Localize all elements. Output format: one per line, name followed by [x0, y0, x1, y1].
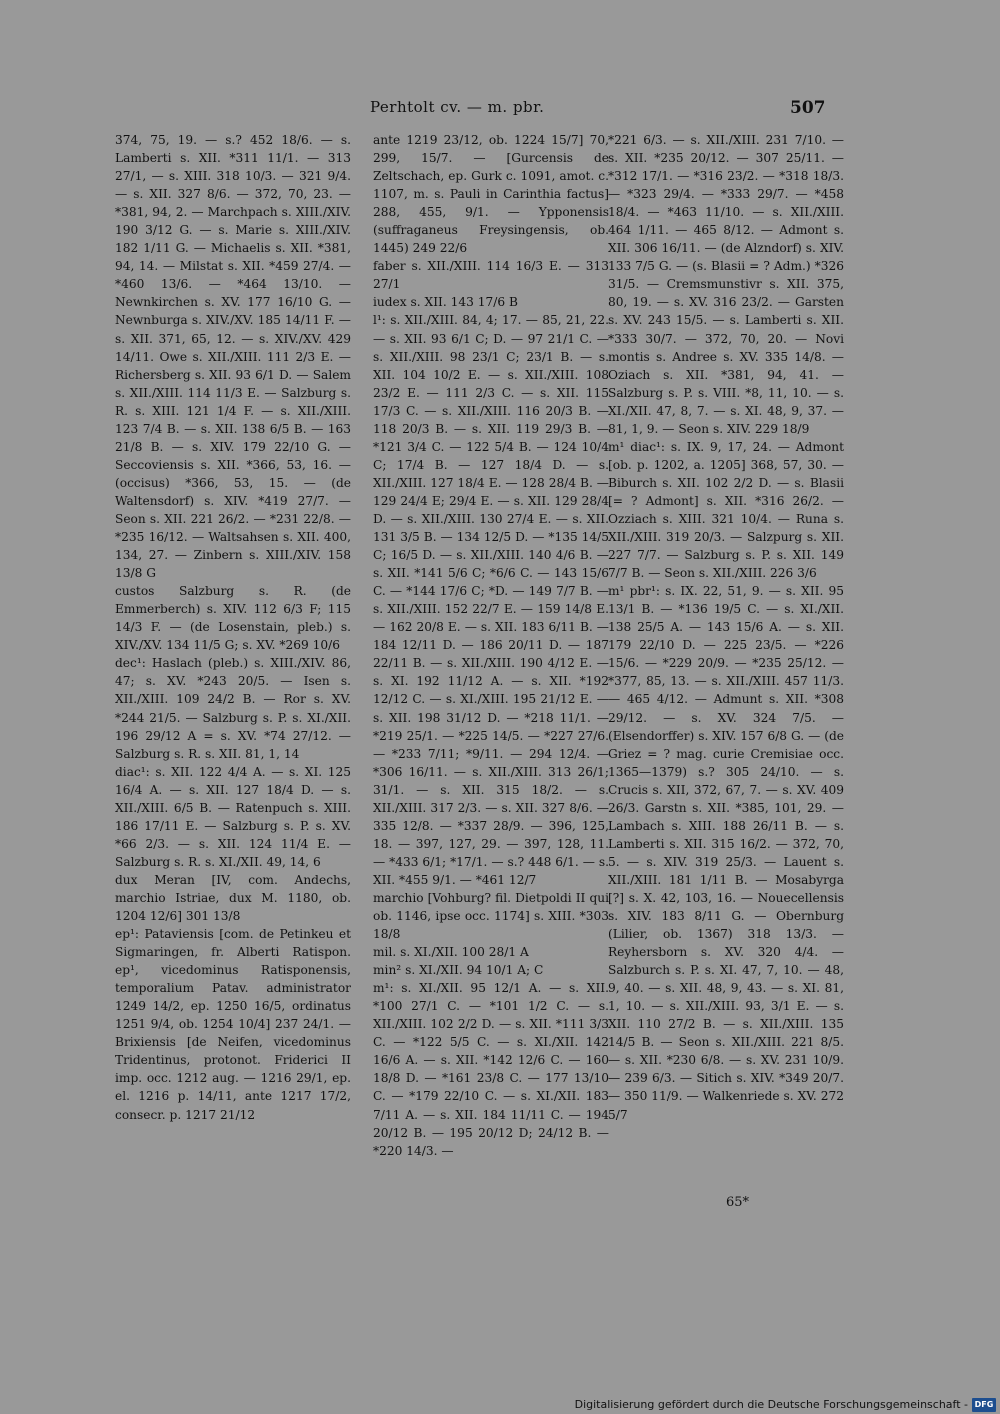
- column-text: *221 6/3. — s. XII./XIII. 231 7/10. — s. XII. *235 20/12. — 307 25/11. — *312 17/1. — *316 23/2. — *318 18/3. — *323 29/4. — *333 29/7. — *458 18/4. — *463 11/10. — s. XII./XIII. 464 1/11. — 465 8/12. — Admont s. XII. 306 16/11. — (de Alzndorf) s. XIV. 133 7/5 G. — (s. Blasii = ? Adm.) *326 31/5. — Cremsmunstivr s. XII. 375, 80, 19. — s. XV. 316 23/2. — Garsten s. XV. 243 15/5. — s. Lamberti s. XII. *333 30/7. — 372, 70, 20. — Novi montis s. Andree s. XV. 335 14/8. — Oziach s. XII. *381, 94, 41. — Salzburg s. P. s. VIII. *8, 11, 10. — s. XI./XII. 47, 8, 7. — s. XI. 48, 9, 37. — 81, 1, 9. — Seon s. XIV. 229 18/9: [608, 133, 844, 436]
- column-text: ante 1219 23/12, ob. 1224 15/7] 70, 299, 15/7. — [Gurcensis de Zeltschach, ep. Gurk c. 1091, amot. c. 1107, m. s. Pauli in Carinthia factus] 288, 455, 9/1. — Ypponensis (suffraganeus Freysingensis, ob. 1445) 249 22/6: [373, 133, 609, 256]
- entry-paragraph: custos Salzburg s. R. (de Emmerberch) s. XIV. 112 6/3 F; 115 14/3 F. — (de Losenstain, pleb.) s. XIV./XV. 134 11/5 G; s. XV. *269 10/6: [115, 584, 351, 653]
- entry-paragraph: ep¹: Pataviensis [com. de Petinkeu et Sigmaringen, fr. Alberti Ratispon. ep¹, vicedominus Ratisponensis, temporalium Patav. administrator 1249 14/2, ep. 1250 16/5, ordinatus 1251 9/4, ob. 1254 10/4] 237 24/1. — Brixiensis [de Neifen, vicedominus Tridentinus, protonot. Friderici II imp. occ. 1212 aug. — 1216 29/1, ep. el. 1216 p. 14/11, ante 1217 17/2, consecr. p. 1217 21/12: [115, 927, 351, 1122]
- entry-paragraph: faber s. XII./XIII. 114 16/3 E. — 313 27/1: [373, 259, 609, 292]
- entry-paragraph: m¹: s. XI./XII. 95 12/1 A. — s. XII. *100 27/1 C. — *101 1/2 C. — s. XII./XIII. 102 2/2 D. — s. XII. *111 3/3 C. — *122 5/5 C. — s. XI./XII. 142 16/6 A. — s. XII. *142 12/6 C. — 160 18/8 D. — *161 23/8 C. — 177 13/10 C. — *179 22/10 C. — s. XI./XII. 183 7/11 A. — s. XII. 184 11/11 C. — 194 20/12 B. — 195 20/12 D; 24/12 B. — *220 14/3. —: [373, 981, 609, 1158]
- entry-paragraph: min² s. XI./XII. 94 10/1 A; C: [373, 963, 544, 978]
- page-header-title: Perhtolt cv. — m. pbr.: [370, 98, 545, 116]
- entry-paragraph: m¹ diac¹: s. IX. 9, 17, 24. — Admont [ob. p. 1202, a. 1205] 368, 57, 30. — Biburch s. XII. 102 2/2 D. — s. Blasii [= ? Admont] s. XII. *316 26/2. — Ozziach s. XIII. 321 10/4. — Runa s. XII./XIII. 319 20/3. — Salzpurg s. XII. 227 7/7. — Salzburg s. P. s. XII. 149 7/7 B. — Seon s. XII./XIII. 226 3/6: [608, 439, 844, 581]
- entry-paragraph: mil. s. XI./XII. 100 28/1 A: [373, 945, 529, 960]
- text-column-right: [608, 131, 844, 1124]
- entry-paragraph: dux Meran [IV, com. Andechs, marchio Istriae, dux M. 1180, ob. 1204 12/6] 301 13/8: [115, 872, 351, 924]
- column-text: 374, 75, 19. — s.? 452 18/6. — s. Lamberti s. XII. *311 11/1. — 313 27/1, — s. XIII. 318 10/3. — 321 9/4. — s. XII. 327 8/6. — 372, 70, 23. — *381, 94, 2. — Marchpach s. XIII./XIV. 190 3/12 G. — s. Marie s. XIII./XIV. 182 1/11 G. — Michaelis s. XII. *381, 94, 14. — Milstat s. XII. *459 27/4. — *460 13/6. — *464 13/10. — Newnkirchen s. XV. 177 16/10 G. — Newnburga s. XIV./XV. 185 14/11 F. — s. XII. 371, 65, 12. — s. XIV./XV. 429 14/11. Owe s. XII./XIII. 111 2/3 E. — Richersberg s. XII. 93 6/1 D. — Salem s. XII./XIII. 114 11/3 E. — Salzburg s. R. s. XIII. 121 1/4 F. — s. XII./XIII. 123 7/4 B. — s. XII. 138 6/5 B. — 163 21/8 B. — s. XIV. 179 22/10 G. — Seccoviensis s. XII. *366, 53, 16. — (occisus) *366, 53, 15. — (de Waltensdorf) s. XIV. *419 27/7. — Seon s. XII. 221 26/2. — *231 22/8. — *235 16/12. — Waltsahsen s. XII. 400, 134, 27. — Zinbern s. XIII./XIV. 158 13/8 G: [115, 133, 351, 581]
- footer: [0, 1396, 1000, 1414]
- dfg-logo-icon: DFG: [972, 1398, 996, 1412]
- entry-paragraph: l¹: s. XII./XIII. 84, 4; 17. — 85, 21, 22. — s. XII. 93 6/1 C; D. — 97 21/1 C. — s. XII./XIII. 98 23/1 C; 23/1 B. — s. XII. 104 10/2 E. — s. XII./XIII. 108 23/2 E. — 111 2/3 C. — s. XII. 115 17/3 C. — s. XII./XIII. 116 20/3 B. — 118 20/3 B. — s. XII. 119 29/3 B. — *121 3/4 C. — 122 5/4 B. — 124 10/4 C; 17/4 B. — 127 18/4 D. — s. XII./XIII. 127 18/4 E. — 128 28/4 B. — 129 24/4 E; 29/4 E. — s. XII. 129 28/4 D. — s. XII./XIII. 130 27/4 E. — s. XII. 131 3/5 B. — 134 12/5 D. — *135 14/5 C; 16/5 D. — s. XII./XIII. 140 4/6 B. — s. XII. *141 5/6 C; *6/6 C. — 143 15/6 C. — *144 17/6 C; *D. — 149 7/7 B. — s. XII./XIII. 152 22/7 E. — 159 14/8 E. — 162 20/8 E. — s. XII. 183 6/11 B. — 184 12/11 D. — 186 20/11 D. — 187 22/11 B. — s. XII./XIII. 190 4/12 E. — s. XI. 192 11/12 A. — s. XII. *192 12/12 C. — s. XI./XIII. 195 21/12 E. — s. XII. 198 31/12 D. — *218 11/1. — *219 25/1. — *225 14/5. — *227 27/6. — *233 7/11; *9/11. — 294 12/4. — *306 16/11. — s. XII./XIII. 313 26/1; 31/1. — s. XII. 315 18/2. — s. XII./XIII. 317 2/3. — s. XII. 327 8/6. — 335 12/8. — *337 28/9. — 396, 125, 18. — 397, 127, 29. — 397, 128, 11. — *433 6/1; *17/1. — s.? 448 6/1. — s. XII. *455 9/1. — *461 12/7: [373, 313, 609, 887]
- entry-paragraph: m¹ pbr¹: s. IX. 22, 51, 9. — s. XII. 95 13/1 B. — *136 19/5 C. — s. XI./XII. 138 25/5 A. — 143 15/6 A. — s. XII. 179 22/10 D. — 225 23/5. — *226 15/6. — *229 20/9. — *235 25/12. — *377, 85, 13. — s. XII./XIII. 457 11/3. — 465 4/12. — Admunt s. XII. *308 29/12. — s. XV. 324 7/5. — (Elsendorffer) s. XIV. 157 6/8 G. — (de Griez = ? mag. curie Cremisiae occ. 1365—1379) s.? 305 24/10. — s. Crucis s. XII, 372, 67, 7. — s. XV. 409 26/3. Garstn s. XII. *385, 101, 29. — Lambach s. XIII. 188 26/11 B. — s. Lamberti s. XII. 315 16/2. — 372, 70, 5. — s. XIV. 319 25/3. — Lauent s. XII./XIII. 181 1/11 B. — Mosabyrga [?] s. X. 42, 103, 16. — Nouecellensis s. XIV. 183 8/11 G. — Obernburg (Lilier, ob. 1367) 318 13/3. — Reyhersborn s. XV. 320 4/4. — Salzburch s. P. s. XI. 47, 7, 10. — 48, 9, 40. — s. XII. 48, 9, 43. — s. XI. 81, 1, 10. — s. XII./XIII. 93, 3/1 E. — s. XII. 110 27/2 B. — s. XII./XIII. 135 14/5 B. — Seon s. XII./XIII. 221 8/5. — s. XII. *230 6/8. — s. XV. 231 10/9. — 239 6/3. — Sitich s. XIV. *349 20/7. — 350 11/9. — Walkenriede s. XV. 272 5/7: [608, 584, 844, 1122]
- text-column-middle: [373, 131, 609, 1160]
- footer-credit: Digitalisierung gefördert durch die Deutsche Forschungsgemeinschaft -: [574, 1398, 968, 1411]
- sheet-signature: 65*: [726, 1195, 750, 1210]
- entry-paragraph: dec¹: Haslach (pleb.) s. XIII./XIV. 86, 47; s. XV. *243 20/5. — Isen s. XII./XIII. 109 24/2 B. — Ror s. XV. *244 21/5. — Salzburg s. P. s. XI./XII. 196 29/12 A = s. XV. *74 27/12. — Salzburg s. R. s. XII. 81, 1, 14: [115, 656, 351, 761]
- entry-paragraph: marchio [Vohburg? fil. Dietpoldi II qui ob. 1146, ipse occ. 1174] s. XIII. *303 18/8: [373, 890, 609, 942]
- entry-paragraph: diac¹: s. XII. 122 4/4 A. — s. XI. 125 16/4 A. — s. XII. 127 18/4 D. — s. XII./XIII. 6/5 B. — Ratenpuch s. XIII. 186 17/11 E. — Salzburg s. P. s. XV. *66 2/3. — s. XII. 124 11/4 E. — Salzburg s. R. s. XI./XII. 49, 14, 6: [115, 764, 351, 869]
- text-column-left: [115, 131, 351, 1124]
- entry-paragraph: iudex s. XII. 143 17/6 B: [373, 295, 518, 310]
- page-number: 507: [790, 98, 826, 118]
